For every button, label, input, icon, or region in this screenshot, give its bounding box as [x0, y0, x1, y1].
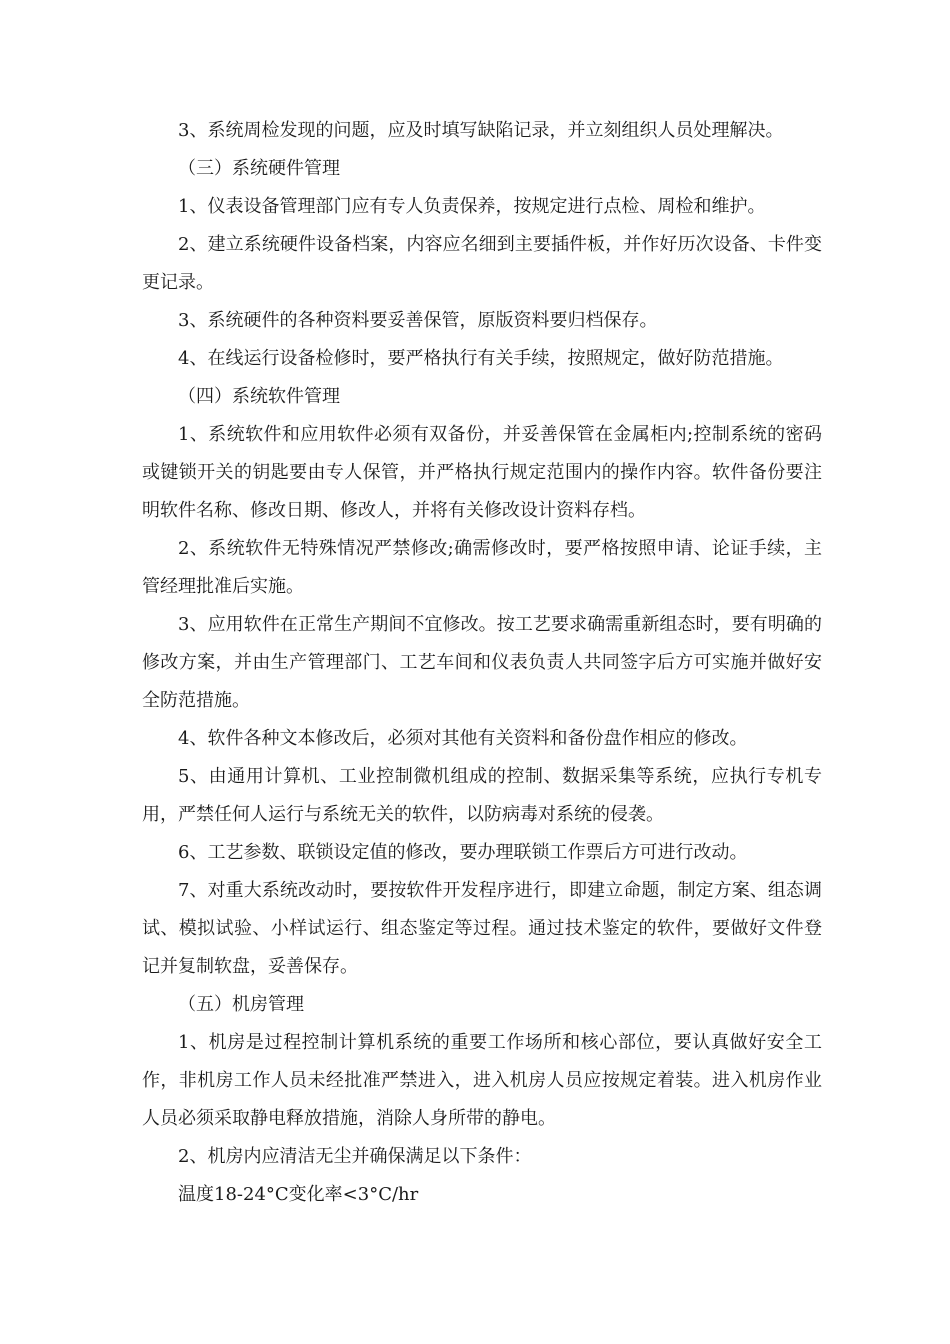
section-heading-software: （四）系统软件管理: [178, 386, 340, 407]
paragraph-machine-room-access: 1、机房是过程控制计算机系统的重要工作场所和核心部位，要认真做好安全工作，非机房工作人员未经批准严禁进入，进入机房人员应按规定着装。进入机房作业人员必须采取静电释放措施，消除人身所带的静电。: [142, 1032, 822, 1129]
paragraph-application-software: 3、应用软件在正常生产期间不宜修改。按工艺要求确需重新组态时，要有明确的修改方案，并由生产管理部门、工艺车间和仪表负责人共同签字后方可实施并做好安全防范措施。: [142, 614, 822, 711]
paragraph-hardware-documents: 3、系统硬件的各种资料要妥善保管，原版资料要归档保存。: [178, 310, 658, 331]
section-heading-hardware: （三）系统硬件管理: [178, 158, 340, 179]
document-body: [142, 112, 822, 1214]
paragraph-weekly-check-issues: 3、系统周检发现的问题，应及时填写缺陷记录，并立刻组织人员处理解决。: [178, 120, 784, 141]
paragraph-document-updates: 4、软件各种文本修改后，必须对其他有关资料和备份盘作相应的修改。: [178, 728, 748, 749]
paragraph-software-modification: 2、系统软件无特殊情况严禁修改;确需修改时，要严格按照申请、论证手续，主管经理批准后实施。: [142, 538, 822, 597]
paragraph-dedicated-machines: 5、由通用计算机、工业控制微机组成的控制、数据采集等系统，应执行专机专用，严禁任何人运行与系统无关的软件，以防病毒对系统的侵袭。: [142, 766, 822, 825]
section-heading-machine-room: （五）机房管理: [178, 994, 304, 1015]
paragraph-hardware-archive: 2、建立系统硬件设备档案，内容应名细到主要插件板，并作好历次设备、卡件变更记录。: [142, 234, 822, 293]
paragraph-online-repair: 4、在线运行设备检修时，要严格执行有关手续，按照规定，做好防范措施。: [178, 348, 784, 369]
paragraph-software-backup: 1、系统软件和应用软件必须有双备份，并妥善保管在金属柜内;控制系统的密码或键锁开关的钥匙要由专人保管，并严格执行规定范围内的操作内容。软件备份要注明软件名称、修改日期、修改人，并将有关修改设计资料存档。: [142, 424, 822, 521]
paragraph-machine-room-conditions: 2、机房内应清洁无尘并确保满足以下条件：: [178, 1146, 532, 1167]
paragraph-hardware-maintenance: 1、仪表设备管理部门应有专人负责保养，按规定进行点检、周检和维护。: [178, 196, 766, 217]
paragraph-temperature-condition: 温度18-24°C变化率<3°C/hr: [178, 1184, 419, 1205]
paragraph-interlock-changes: 6、工艺参数、联锁设定值的修改，要办理联锁工作票后方可进行改动。: [178, 842, 748, 863]
paragraph-major-changes: 7、对重大系统改动时，要按软件开发程序进行，即建立命题，制定方案、组态调试、模拟试验、小样试运行、组态鉴定等过程。通过技术鉴定的软件，要做好文件登记并复制软盘，妥善保存。: [142, 880, 822, 977]
